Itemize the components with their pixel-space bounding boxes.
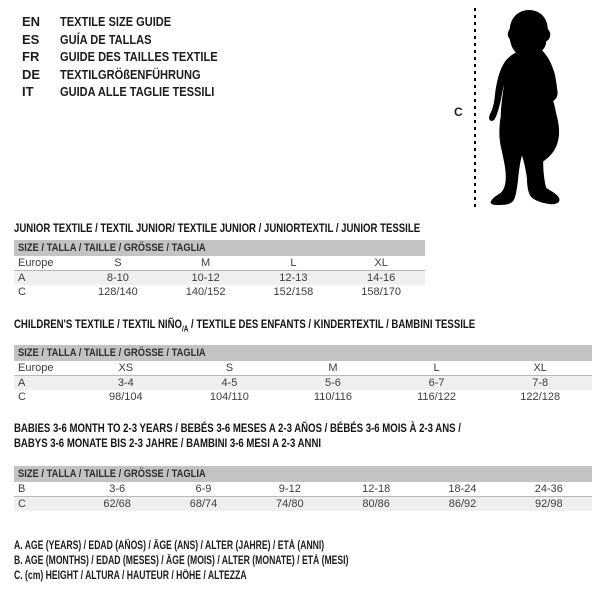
size-header-label: SIZE / TALLA / TAILLE / GRÖSSE / TAGLIA: [14, 345, 592, 361]
value-cell: 80/86: [333, 497, 419, 512]
value-cell: 9-12: [247, 482, 333, 497]
size-header-row: [14, 240, 425, 256]
babies-size-table: [14, 466, 592, 511]
table-row-europe: [14, 256, 425, 271]
row-label: C: [18, 286, 26, 298]
language-title-list: [22, 13, 245, 101]
value-cell: 7-8: [488, 376, 592, 391]
table-row-height: [14, 497, 592, 512]
lang-title: TEXTILGRÖßENFÜHRUNG: [60, 66, 201, 82]
children-section-title: CHILDREN'S TEXTILE / TEXTIL $NIÑO_{/A}$ / TEXTILE DES ENFANTS / KINDERTEXTIL / BAMBINI TESSILE: [14, 317, 476, 334]
table-row-height: [14, 285, 425, 299]
lang-title: GUIDA ALLE TAGLIE TESSILI: [60, 84, 215, 99]
baby-silhouette-icon: [483, 5, 569, 207]
region-label: Europe: [14, 256, 74, 271]
table-row-height: [14, 390, 592, 404]
size-cell: XS: [74, 361, 178, 376]
row-label: A: [14, 376, 74, 391]
lang-row-it: [22, 83, 245, 101]
lang-row-de: [22, 66, 245, 84]
value-cell: 4-5: [178, 376, 282, 391]
note-age-months: B. AGE (MONTHS) / EDAD (MESES) / ÂGE (MOIS) / ALTER (MONATE) / ETÀ (MESI): [14, 555, 349, 568]
junior-section-title: JUNIOR TEXTILE / TEXTIL JUNIOR/ TEXTILE JUNIOR / JUNIORTEXTIL / JUNIOR TESSILE: [14, 221, 421, 235]
value-cell: 62/68: [74, 497, 160, 512]
babies-title-line1: BABIES 3-6 MONTH TO 2-3 YEARS / BEBÉS 3-6 MESES A 2-3 AÑOS / BÉBÉS 3-6 MOIS À 2-3 ANS /: [14, 421, 461, 435]
title-subscript: /A: [181, 324, 189, 334]
table-row-age: [14, 271, 425, 286]
size-header-label: SIZE / TALLA / TAILLE / GRÖSSE / TAGLIA: [14, 240, 425, 256]
table-row-europe: [14, 361, 592, 376]
lang-row-fr: [22, 48, 245, 66]
size-cell: S: [178, 361, 282, 376]
size-cell: L: [385, 361, 489, 376]
value-cell: 104/110: [209, 391, 249, 403]
size-header-label: SIZE / TALLA / TAILLE / GRÖSSE / TAGLIA: [14, 466, 592, 482]
value-cell: 8-10: [74, 271, 162, 286]
lang-code: DE: [22, 66, 41, 82]
row-label: C: [18, 391, 26, 403]
lang-code: EN: [22, 14, 41, 29]
value-cell: 6-7: [385, 376, 489, 391]
value-cell: 86/92: [419, 497, 505, 512]
size-cell: XL: [337, 256, 425, 271]
value-cell: 74/80: [247, 497, 333, 512]
value-cell: 5-6: [281, 376, 385, 391]
note-age-years: A. AGE (YEARS) / EDAD (AÑOS) / ÂGE (ANS) / ALTER (JAHRE) / ETÀ (ANNI): [14, 540, 325, 552]
value-cell: 3-4: [74, 376, 178, 391]
children-size-table: [14, 345, 592, 404]
size-cell: S: [74, 256, 162, 271]
row-label: B: [14, 482, 74, 497]
lang-row-es: [22, 31, 245, 49]
value-cell: 12-13: [250, 271, 338, 286]
lang-row-en: [22, 13, 245, 31]
lang-code: FR: [22, 49, 40, 64]
table-row-age-months: [14, 482, 592, 497]
value-cell: 98/104: [108, 391, 143, 403]
value-cell: 158/170: [361, 286, 401, 298]
size-cell: M: [281, 361, 385, 376]
value-cell: 116/122: [417, 391, 457, 403]
value-cell: 6-9: [160, 482, 246, 497]
junior-size-table: [14, 240, 425, 299]
size-header-row: [14, 466, 592, 482]
row-label: A: [14, 271, 74, 286]
value-cell: 10-12: [162, 271, 250, 286]
value-cell: 110/116: [313, 391, 353, 403]
value-cell: 68/74: [160, 497, 246, 512]
babies-section-title: [14, 421, 461, 451]
lang-code: IT: [22, 84, 34, 99]
babies-title-line2: BABYS 3-6 MONATE BIS 2-3 JAHRE / BAMBINI 3-6 MESI A 2-3 ANNI: [14, 436, 322, 450]
legend-notes: [14, 539, 460, 585]
region-label: Europe: [14, 361, 74, 376]
value-cell: 122/128: [520, 391, 561, 403]
size-header-row: [14, 345, 592, 361]
table-row-age: [14, 376, 592, 391]
value-cell: 92/98: [506, 497, 592, 512]
size-cell: L: [250, 256, 338, 271]
value-cell: 12-18: [333, 482, 419, 497]
value-cell: 18-24: [419, 482, 505, 497]
lang-title: GUÍA DE TALLAS: [60, 31, 152, 47]
value-cell: 128/140: [97, 286, 138, 298]
height-measure-label: C: [454, 105, 463, 119]
value-cell: 140/152: [185, 286, 226, 298]
size-cell: M: [162, 256, 250, 271]
lang-title: GUIDE DES TAILLES TEXTILE: [60, 49, 218, 64]
note-height-cm: C. (cm) HEIGHT / ALTURA / HAUTEUR / HÖHE / ALTEZZA: [14, 570, 247, 583]
value-cell: 152/158: [273, 286, 314, 298]
value-cell: 14-16: [337, 271, 425, 286]
row-label: C: [14, 497, 74, 512]
value-cell: 3-6: [74, 482, 160, 497]
size-cell: XL: [488, 361, 592, 376]
lang-title: TEXTILE SIZE GUIDE: [60, 14, 172, 29]
lang-code: ES: [22, 31, 40, 47]
height-measure-dotted-line: [474, 8, 476, 208]
value-cell: 24-36: [506, 482, 592, 497]
